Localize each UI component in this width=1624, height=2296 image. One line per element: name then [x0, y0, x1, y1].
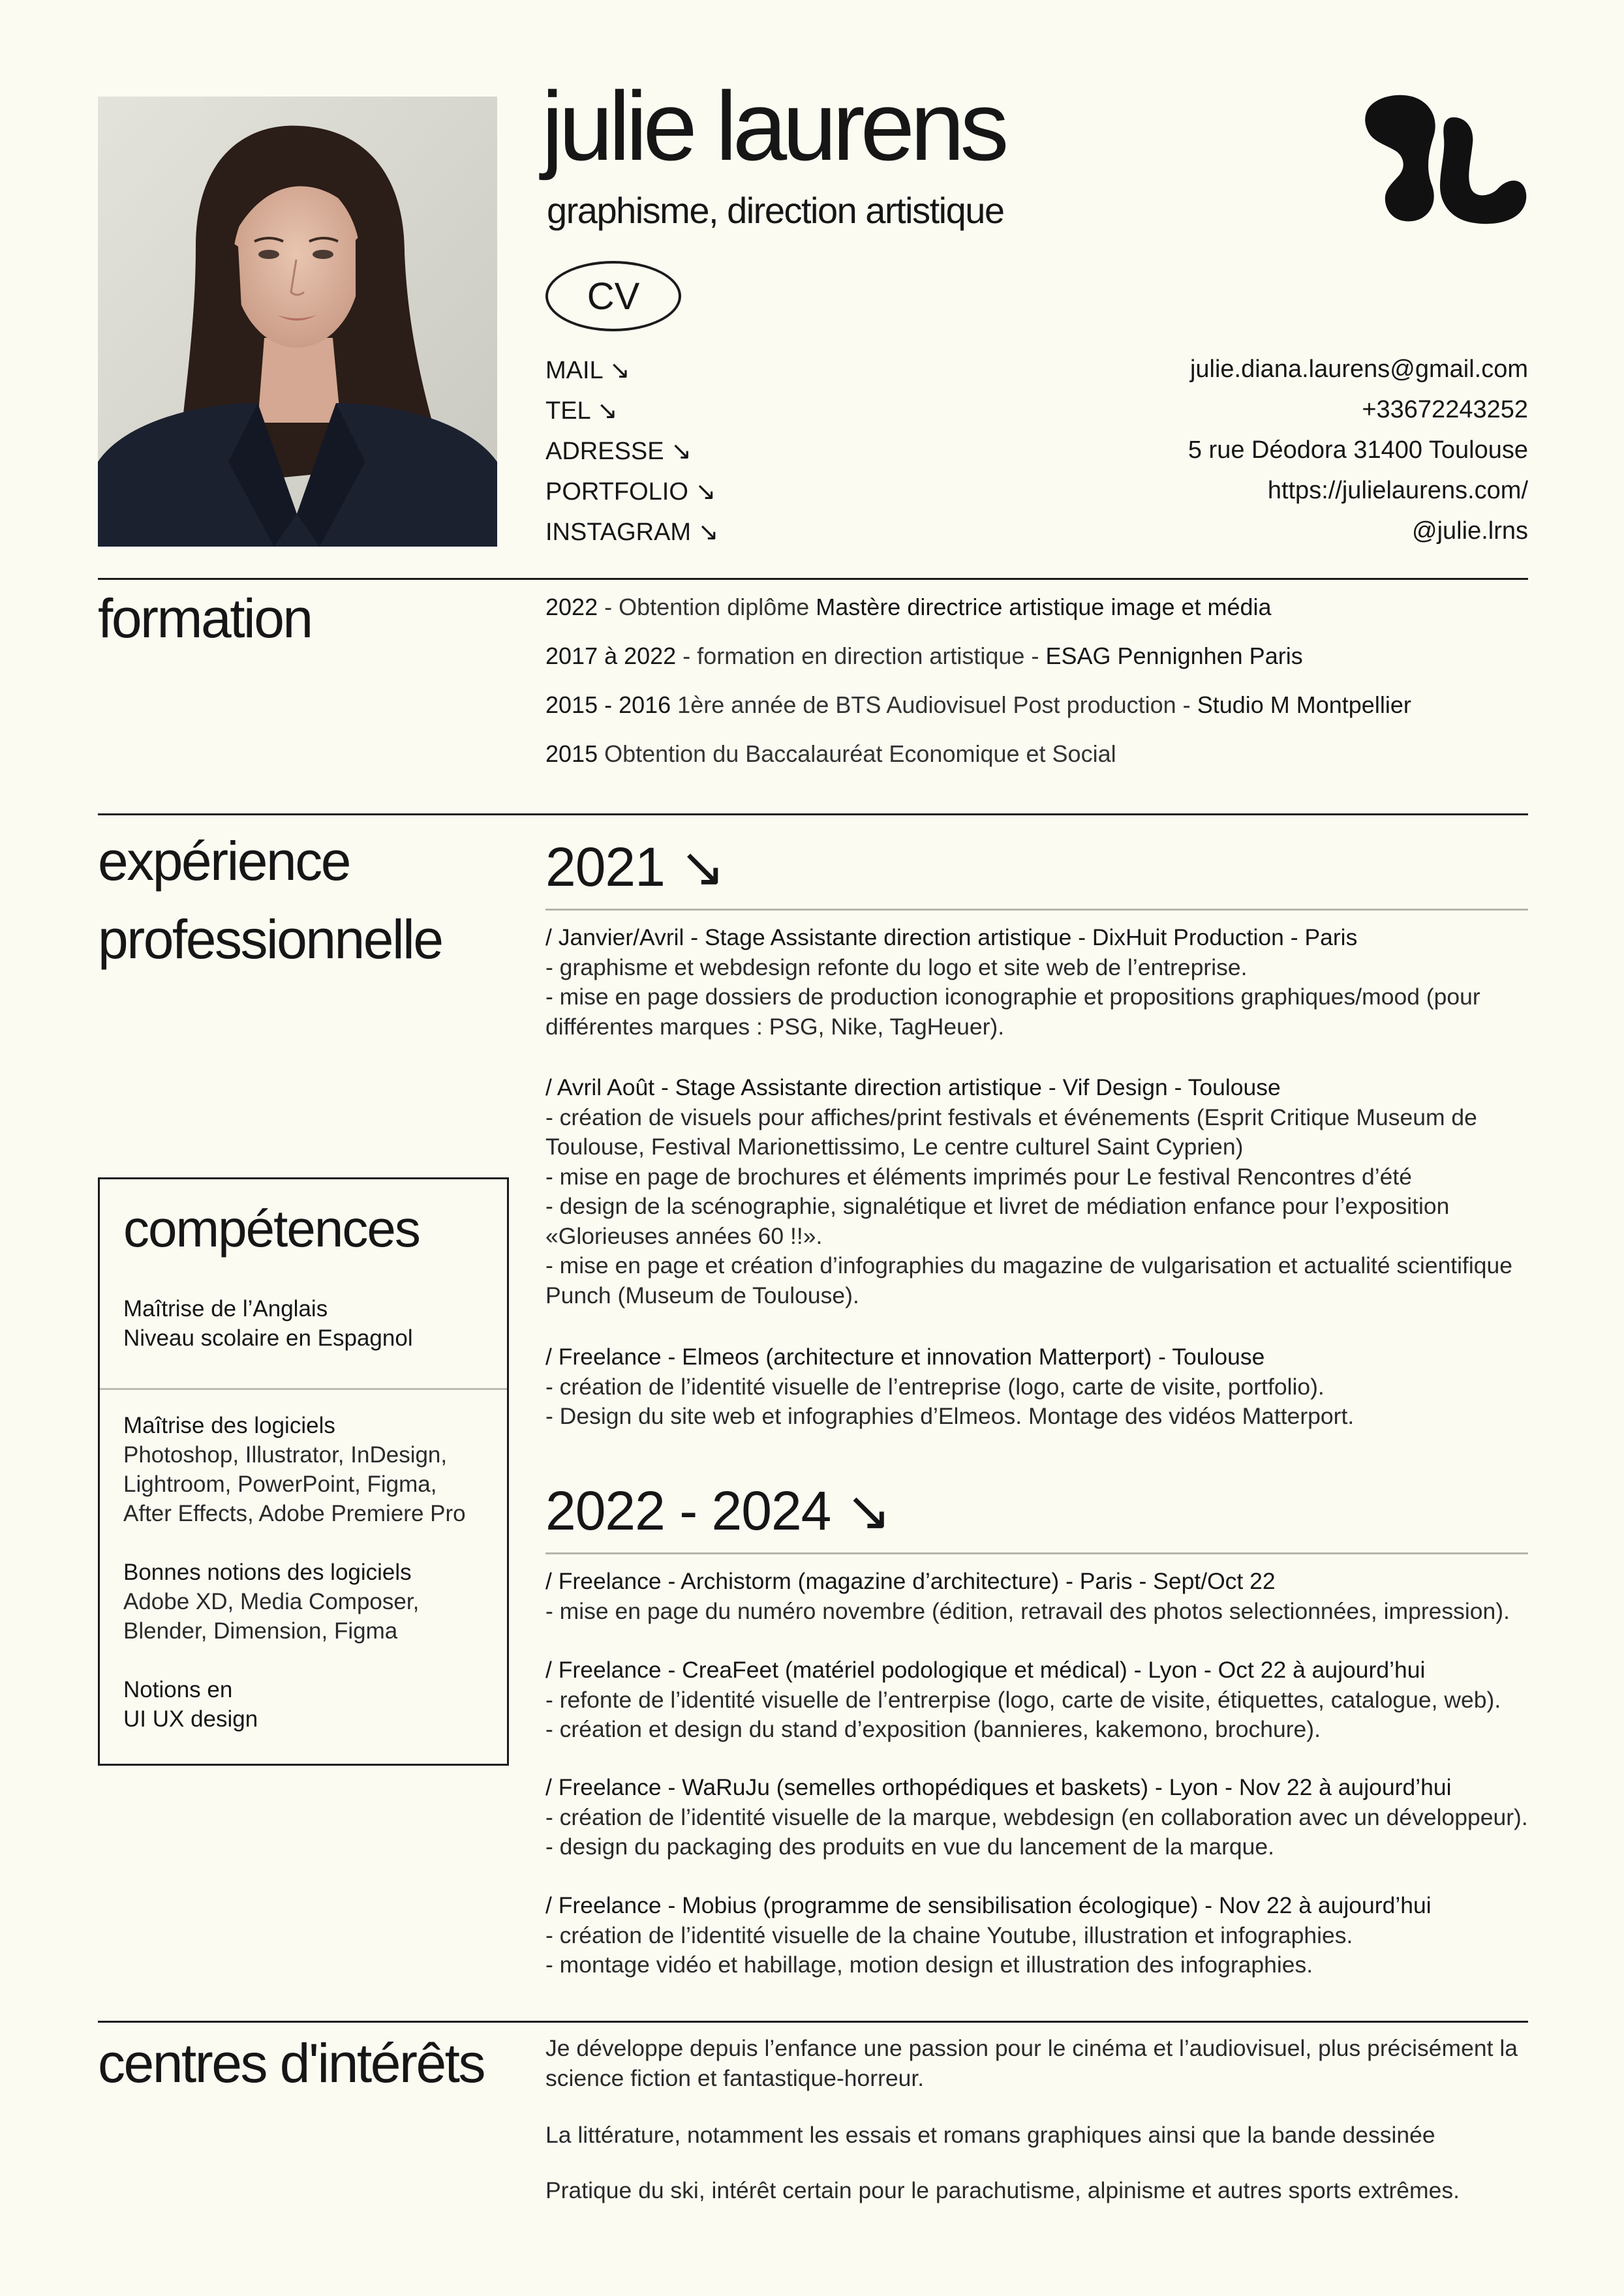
section-divider — [98, 813, 1528, 815]
job-detail: - mise en page du numéro novembre (édition, retravail des photos selectionnées, impression). — [545, 1597, 1510, 1624]
job-title: / Freelance - Elmeos (architecture et innovation Matterport) - Toulouse — [545, 1344, 1265, 1370]
skills-title: compétences — [123, 1200, 420, 1258]
formation-school: Mastère directrice artistique image et média — [816, 594, 1272, 620]
job-subtitle: graphisme, direction artistique — [547, 190, 1004, 231]
contact-row-portfolio — [545, 477, 1528, 517]
section-divider — [98, 2021, 1528, 2023]
job-detail: - création de l’identité visuelle de la chaine Youtube, illustration et infographies. — [545, 1922, 1353, 1948]
language-name: Anglais — [253, 1296, 328, 1322]
formation-year: 2015 - 2016 — [545, 691, 671, 718]
year-heading-2021: 2021 ↘ — [545, 836, 725, 898]
ux-skills — [123, 1675, 489, 1734]
profile-photo — [98, 97, 497, 547]
interest-item: La littérature, notamment les essais et romans graphiques ainsi que la bande dessinée — [545, 2122, 1435, 2148]
cv-badge — [545, 261, 681, 331]
formation-year: 2015 — [545, 740, 598, 767]
contact-row-mail — [545, 355, 1528, 396]
interest-item: Je développe depuis l’enfance une passion pour le cinéma et l’audiovisuel, plus précisément la science fiction et fantastique-horreur. — [545, 2035, 1518, 2091]
address-text: 5 rue Déodora 31400 Toulouse — [1187, 436, 1528, 464]
job-title: / Janvier/Avril - Stage Assistante direction artistique - DixHuit Production - Paris — [545, 924, 1358, 950]
contact-label: TEL ↘ — [545, 397, 618, 425]
contact-row-instagram — [545, 517, 1528, 558]
job-entry — [545, 1073, 1528, 1310]
ux-line2: UI UX design — [123, 1706, 258, 1732]
job-detail: - création et design du stand d’exposition (bannieres, kakemono, brochure). — [545, 1716, 1321, 1742]
formation-item — [545, 594, 1272, 621]
section-divider — [98, 578, 1528, 580]
ux-line1: Notions en — [123, 1677, 233, 1702]
person-name: julie laurens — [542, 71, 1005, 181]
formation-desc: - Obtention diplôme — [598, 594, 816, 620]
job-title: / Avril Août - Stage Assistante direction artistique - Vif Design - Toulouse — [545, 1074, 1281, 1100]
job-detail: - mise en page et création d’infographies du magazine de vulgarisation et actualité scientifique Punch (Museum de Toulouse). — [545, 1252, 1513, 1308]
contact-label: ADRESSE ↘ — [545, 438, 692, 465]
cv-label: CV — [587, 275, 640, 318]
contact-label: INSTAGRAM ↘ — [545, 519, 719, 546]
language-prefix: Maîtrise de l’ — [123, 1296, 253, 1322]
job-detail: - Design du site web et infographies d’Elmeos. Montage des vidéos Matterport. — [545, 1403, 1355, 1429]
job-entry — [545, 1342, 1528, 1432]
formation-desc: 1ère année de BTS Audiovisuel Post production - — [671, 691, 1197, 718]
year-heading-2022-2024: 2022 - 2024 ↘ — [545, 1480, 891, 1541]
experience-title-line2: professionnelle — [98, 909, 442, 970]
formation-desc: - formation en direction artistique - — [676, 642, 1046, 669]
contact-label: MAIL ↘ — [545, 357, 630, 384]
year-divider — [545, 909, 1528, 911]
contact-row-address — [545, 436, 1528, 477]
job-detail: - graphisme et webdesign refonte du logo et site web de l’entreprise. — [545, 954, 1248, 980]
language-name: Espagnol — [317, 1325, 413, 1351]
job-detail: - mise en page de brochures et éléments imprimés pour Le festival Rencontres d’été — [545, 1163, 1412, 1190]
job-detail: - création de l’identité visuelle de la marque, webdesign (en collaboration avec un développeur). — [545, 1804, 1528, 1830]
job-entry — [545, 1567, 1528, 1626]
job-detail: - mise en page dossiers de production iconographie et propositions graphiques/mood (pour différentes marques : PSG, Nike, TagHeuer). — [545, 984, 1480, 1040]
job-detail: - montage vidéo et habillage, motion design et illustration des infographies. — [545, 1952, 1313, 1978]
formation-desc: Obtention du Baccalauréat Economique et Social — [598, 740, 1116, 767]
instagram-link[interactable]: @julie.lrns — [1412, 517, 1528, 545]
experience-title-line1: expérience — [98, 830, 350, 892]
formation-title: formation — [98, 588, 312, 649]
formation-school: ESAG Pennignhen Paris — [1045, 642, 1303, 669]
notions-skills — [123, 1558, 489, 1646]
software-skills — [123, 1411, 489, 1528]
job-entry — [545, 923, 1528, 1042]
formation-item — [545, 691, 1411, 719]
language-skills — [123, 1294, 489, 1353]
software-list: Photoshop, Illustrator, InDesign, Lightroom, PowerPoint, Figma, After Effects, Adobe Premiere Pro — [123, 1442, 466, 1526]
job-detail: - création de l’identité visuelle de l’entreprise (logo, carte de visite, portfolio). — [545, 1373, 1325, 1400]
jl-monogram-logo — [1360, 91, 1529, 226]
interests-title: centres d'intérêts — [98, 2032, 485, 2094]
formation-year: 2017 à 2022 — [545, 642, 677, 669]
notions-title: Bonnes notions des logiciels — [123, 1560, 412, 1585]
contact-row-tel — [545, 396, 1528, 436]
contact-label: PORTFOLIO ↘ — [545, 478, 716, 506]
notions-list: Adobe XD, Media Composer, Blender, Dimension, Figma — [123, 1589, 420, 1644]
year-divider — [545, 1552, 1528, 1554]
job-title: / Freelance - Archistorm (magazine d’architecture) - Paris - Sept/Oct 22 — [545, 1568, 1276, 1594]
job-detail: - design du packaging des produits en vue du lancement de la marque. — [545, 1834, 1275, 1860]
portfolio-link[interactable]: https://julielaurens.com/ — [1267, 477, 1528, 504]
email-link[interactable]: julie.diana.laurens@gmail.com — [1189, 355, 1528, 383]
formation-item — [545, 642, 1303, 670]
phone-link[interactable]: +33672243252 — [1362, 396, 1528, 423]
formation-item — [545, 740, 1116, 768]
formation-year: 2022 — [545, 594, 598, 620]
job-entry — [545, 1773, 1528, 1862]
job-title: / Freelance - Mobius (programme de sensibilisation écologique) - Nov 22 à aujourd’hui — [545, 1892, 1432, 1918]
software-title: Maîtrise des logiciels — [123, 1413, 335, 1438]
language-prefix: Niveau scolaire en — [123, 1325, 318, 1351]
job-detail: - design de la scénographie, signalétique et livret de médiation enfance pour l’exposition «Glorieuses années 60 !!». — [545, 1193, 1450, 1249]
interest-item: Pratique du ski, intérêt certain pour le parachutisme, alpinisme et autres sports extrêmes. — [545, 2177, 1460, 2203]
skills-divider — [100, 1388, 507, 1390]
job-title: / Freelance - WaRuJu (semelles orthopédiques et baskets) - Lyon - Nov 22 à aujourd’hui — [545, 1774, 1452, 1800]
job-entry — [545, 1655, 1528, 1745]
skills-box — [98, 1177, 509, 1766]
job-entry — [545, 1891, 1528, 1980]
job-detail: - refonte de l’identité visuelle de l’entrerpise (logo, carte de visite, étiquettes, catalogue, web). — [545, 1686, 1501, 1713]
job-title: / Freelance - CreaFeet (matériel podologique et médical) - Lyon - Oct 22 à aujourd’hui — [545, 1657, 1426, 1683]
job-detail: - création de visuels pour affiches/print festivals et événements (Esprit Critique Museum de Toulouse, Festival Marionettissimo, Le centre culturel Saint Cyprien) — [545, 1104, 1477, 1160]
formation-school: Studio M Montpellier — [1197, 691, 1411, 718]
